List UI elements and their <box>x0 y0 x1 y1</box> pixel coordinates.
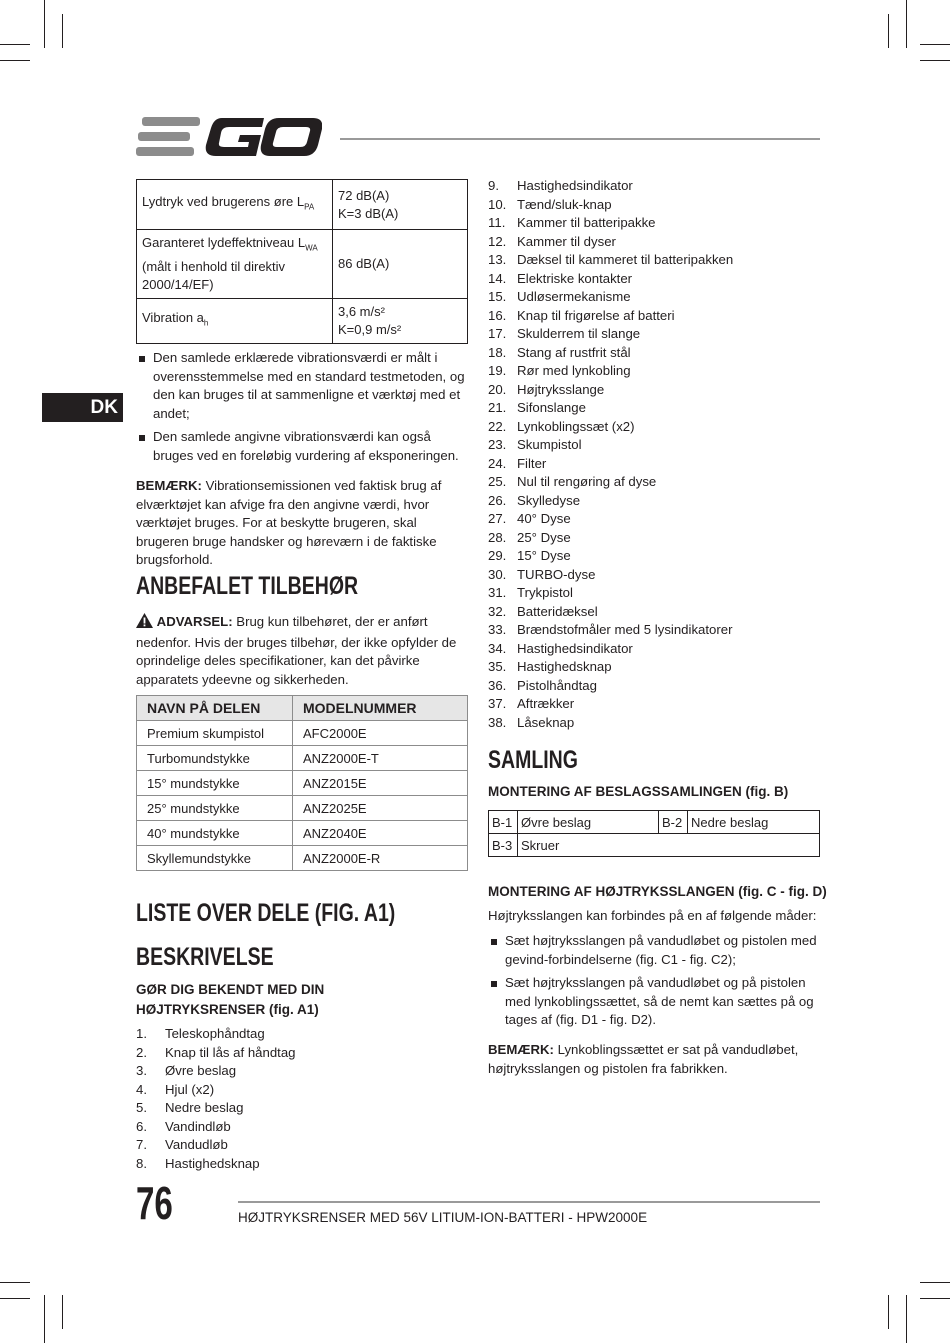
crop-mark <box>920 44 950 45</box>
list-item: 21. Sifonslange <box>488 400 586 415</box>
table-cell: ANZ2025E <box>293 796 468 821</box>
note-text: Vibrationsemissionen ved faktisk brug af elværktøjet kan afvige fra den angivne værdi, hvor værktøjet bruges. For at beskytte brugeren, skal brugeren bruge handsker og høreværn i de faktiske brugsforhold. <box>136 478 442 567</box>
table-row <box>137 746 468 771</box>
list-item: 9. Hastighedsindikator <box>488 178 633 193</box>
hose-bullets <box>489 932 821 1035</box>
list-item: 2. Knap til lås af håndtag <box>136 1044 296 1060</box>
note-vibration <box>136 477 470 570</box>
table-header-row <box>137 696 468 721</box>
part-name: Skruer <box>518 834 820 857</box>
table-cell: Skyllemundstykke <box>137 846 293 871</box>
part-name: Nedre beslag <box>688 811 820 834</box>
table-cell: AFC2000E <box>293 721 468 746</box>
warning-text: Brug kun tilbehøret, der er anført nedenfor. Hvis der bruges tilbehør, der ikke opfylder de oprindelige deles specifikationer, kan det påvirke apparatets ydeevne og sikkerheden. <box>136 614 457 687</box>
table-cell: 25° mundstykke <box>137 796 293 821</box>
table-row <box>137 796 468 821</box>
list-item: 20. Højtryksslange <box>488 381 605 397</box>
table-cell: ANZ2040E <box>293 821 468 846</box>
crop-mark <box>888 1295 889 1329</box>
language-tab <box>42 393 123 422</box>
accessories-heading: ANBEFALET TILBEHØR <box>136 572 359 600</box>
crop-mark <box>44 0 45 48</box>
vibration-bullets <box>137 349 469 470</box>
list-item: 6. Vandindløb <box>136 1118 231 1134</box>
list-item: 17. Skulderrem til slange <box>488 326 641 341</box>
table-cell: Premium skumpistol <box>137 721 293 746</box>
accessories-table <box>136 695 468 871</box>
assembly-subheading-bracket: MONTERING AF BESLAGSSAMLINGEN (fig. B) <box>488 784 789 799</box>
list-item: 11. Kammer til batteripakke <box>488 215 656 230</box>
table-row <box>489 811 820 834</box>
table-row <box>137 298 468 343</box>
list-item: 29. 15° Dyse <box>488 548 571 563</box>
list-item: 33. Brændstofmåler med 5 lysindikatorer <box>488 622 733 637</box>
list-item: 4. Hjul (x2) <box>136 1081 215 1097</box>
list-item: 3. Øvre beslag <box>136 1063 237 1078</box>
part-name: Øvre beslag <box>518 811 659 834</box>
table-cell: 15° mundstykke <box>137 771 293 796</box>
crop-mark <box>0 60 30 61</box>
list-item: 8. Hastighedsknap <box>136 1155 260 1171</box>
table-row <box>137 771 468 796</box>
note-text: Lynkoblingssættet er sat på vandudløbet, højtryksslangen og pistolen fra fabrikken. <box>488 1042 799 1076</box>
note-label: BEMÆRK: <box>488 1042 554 1057</box>
list-item: 5. Nedre beslag <box>136 1100 244 1115</box>
table-cell: ANZ2015E <box>293 771 468 796</box>
part-code: B-1 <box>489 811 518 834</box>
crop-mark <box>920 60 950 61</box>
list-item: 36. Pistolhåndtag <box>488 677 597 693</box>
table-row <box>137 846 468 871</box>
column-header: NAVN PÅ DELEN <box>137 696 293 721</box>
footer-title: HØJTRYKSRENSER MED 56V LITIUM-ION-BATTERI - HPW2000E <box>238 1210 648 1225</box>
part-code: B-3 <box>489 834 518 857</box>
ego-logo <box>136 116 322 160</box>
spec-label: Garanteret lydeffektniveau $L_{WA}$ (målt i henhold til direktiv 2000/14/EF) <box>137 230 333 299</box>
list-item: 1. Teleskophåndtag <box>136 1026 265 1041</box>
note-hose <box>488 1041 822 1078</box>
crop-mark <box>44 1295 45 1343</box>
assembly-heading: SAMLING <box>488 746 578 774</box>
warning-icon <box>136 613 153 634</box>
crop-mark <box>0 1282 30 1283</box>
list-item: 12. Kammer til dyser <box>488 233 616 249</box>
table-row <box>137 180 468 230</box>
crop-mark <box>0 1298 30 1299</box>
list-item: 37. Aftrækker <box>488 696 575 711</box>
language-tab-label: DK <box>90 397 118 418</box>
list-item: 7. Vandudløb <box>136 1137 228 1152</box>
list-item: Den samlede erklærede vibrationsværdi er målt i overensstemmelse med en standard testmetoden, og den kan bruges til at sammenligne et værktøj med et andet; <box>137 349 469 423</box>
intro-subheading: GØR DIG BEKENDT MED DIN HØJTRYKSRENSER (fig. A1) <box>136 982 325 1017</box>
table-cell: Turbomundstykke <box>137 746 293 771</box>
crop-mark <box>920 1282 950 1283</box>
list-item: 19. Rør med lynkobling <box>488 363 631 378</box>
list-item: Den samlede angivne vibrationsværdi kan også bruges ved en foreløbig vurdering af eksponeringen. <box>137 428 469 465</box>
spec-table <box>136 179 468 344</box>
crop-mark <box>906 0 907 48</box>
list-item: 15. Udløsermekanisme <box>488 289 631 304</box>
warning-label: ADVARSEL: <box>156 614 233 629</box>
list-item: 13. Dæksel til kammeret til batteripakken <box>488 252 734 267</box>
list-item: 24. Filter <box>488 455 547 471</box>
table-cell: ANZ2000E-R <box>293 846 468 871</box>
description-heading: BESKRIVELSE <box>136 943 274 971</box>
spec-value: 72 dB(A) K=3 dB(A) <box>333 180 468 230</box>
spec-value: 3,6 m/s² K=0,9 m/s² <box>333 298 468 343</box>
list-item: 28. 25° Dyse <box>488 529 571 545</box>
list-item: 30. TURBO-dyse <box>488 566 596 582</box>
warning-paragraph <box>136 613 470 689</box>
list-item: 38. Låseknap <box>488 714 575 730</box>
table-cell: ANZ2000E-T <box>293 746 468 771</box>
list-item: 14. Elektriske kontakter <box>488 270 633 286</box>
list-item: 32. Batteridæksel <box>488 603 598 619</box>
column-header: MODELNUMMER <box>293 696 468 721</box>
bracket-parts-table <box>488 810 820 857</box>
list-item: 23. Skumpistol <box>488 437 582 452</box>
page-number: 76 <box>136 1177 173 1229</box>
crop-mark <box>920 1298 950 1299</box>
spec-label: Vibration $a_h$ <box>137 298 333 343</box>
table-row <box>137 821 468 846</box>
part-code: B-2 <box>659 811 688 834</box>
crop-mark <box>888 14 889 48</box>
list-item: 18. Stang af rustfrit stål <box>488 344 631 360</box>
crop-mark <box>0 44 30 45</box>
assembly-intro: Højtryksslangen kan forbindes på en af følgende måder: <box>488 908 817 923</box>
table-row <box>489 834 820 857</box>
list-item: 22. Lynkoblingssæt (x2) <box>488 418 635 434</box>
parts-heading: LISTE OVER DELE (FIG. A1) <box>136 899 396 927</box>
list-item: 25. Nul til rengøring af dyse <box>488 474 657 489</box>
spec-label: Lydtryk ved brugerens øre $L_{PA}$ <box>137 180 333 230</box>
list-item: 27. 40° Dyse <box>488 511 571 526</box>
list-item: Sæt højtryksslangen på vandudløbet og pistolen med gevind-forbindelserne (fig. C1 - fig. C2); <box>489 932 821 969</box>
header-rule <box>340 138 820 140</box>
assembly-subheading-hose: MONTERING AF HØJTRYKSSLANGEN (fig. C - fig. D) <box>488 884 827 899</box>
list-item: 35. Hastighedsknap <box>488 659 612 674</box>
table-row <box>137 230 468 299</box>
list-item: 16. Knap til frigørelse af batteri <box>488 307 675 323</box>
list-item: 34. Hastighedsindikator <box>488 640 633 656</box>
table-cell: 40° mundstykke <box>137 821 293 846</box>
table-row <box>137 721 468 746</box>
spec-value: 86 dB(A) <box>333 230 468 299</box>
list-item: 10. Tænd/sluk-knap <box>488 196 612 212</box>
footer-rule <box>238 1201 820 1203</box>
crop-mark <box>62 1295 63 1329</box>
crop-mark <box>906 1295 907 1343</box>
list-item: Sæt højtryksslangen på vandudløbet og på pistolen med lynkoblingssættet, så de nemt kan sættes på og tages af (fig. D1 - fig. D2). <box>489 974 821 1030</box>
list-item: 26. Skylledyse <box>488 492 581 508</box>
list-item: 31. Trykpistol <box>488 585 573 600</box>
note-label: BEMÆRK: <box>136 478 202 493</box>
parts-list-right <box>488 177 820 732</box>
parts-list-left <box>136 1025 466 1173</box>
crop-mark <box>62 14 63 48</box>
